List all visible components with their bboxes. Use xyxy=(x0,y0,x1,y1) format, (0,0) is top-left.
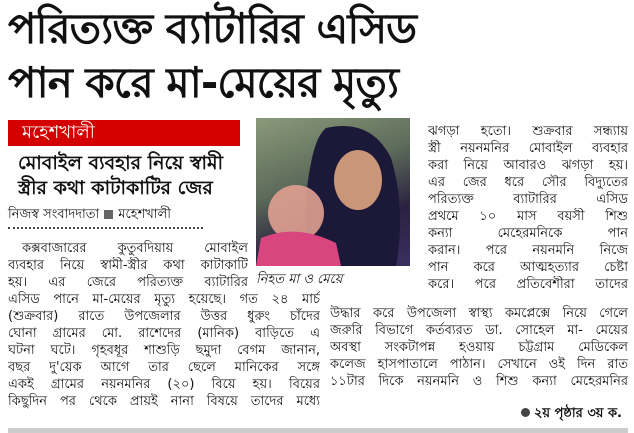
body-line: পরিত্যক্ত ব্যাটারির এসিড xyxy=(428,192,628,207)
square-bullet-icon xyxy=(104,210,113,219)
body-bottom xyxy=(330,305,628,390)
body-line: করা নিয়ে আবারও ঝগড়া হয়। xyxy=(428,158,628,173)
continuation-text: ২য় পৃষ্ঠার ৩য় ক. xyxy=(533,406,622,421)
body-line: এর জের ধরে সৌর বিদ্যুতের xyxy=(428,175,628,190)
dotted-divider xyxy=(8,227,203,229)
photo-caption: নিহত মা ও মেয়ে xyxy=(256,272,343,287)
body-line: প্রথমে ১০ মাস বয়সী শিশু xyxy=(428,209,628,224)
body-right xyxy=(428,123,628,293)
continuation-note xyxy=(521,404,622,425)
body-line: ঘটনা ঘটে। গৃহবধূর শাশুড়ি ছমুদা বেগম জানান, xyxy=(8,343,320,358)
body-line: এসিড পানে মা-মেয়ের মৃত্যু হয়েছে। গত ২৪ মার্চ xyxy=(8,292,320,307)
body-line: (শুক্রবার) রাতে উপজেলার উত্তর ধুরুং চাঁদের xyxy=(8,309,320,324)
photo-mother-daughter xyxy=(256,118,410,266)
body-line: কন্যা মেহেরমনিকে পান xyxy=(428,226,628,241)
byline xyxy=(8,205,171,226)
body-line: করান। পরে নয়নমনি নিজে xyxy=(428,243,628,258)
body-line: কিছুদিন পর থেকে প্রায়ই নানা বিষয়ে তাদের মধ্যে xyxy=(8,394,320,409)
body-line: বছর দু'য়েক আগে তার ছেলে মানিকের সঙ্গে xyxy=(8,360,320,375)
bullet-icon xyxy=(521,408,530,417)
headline-line-2: পান করে মা-মেয়ের মৃত্যু xyxy=(8,58,399,107)
body-line: কক্সবাজারের কুতুবদিয়ায় মোবাইল xyxy=(22,241,248,256)
body-line: পান করে আত্মহত্যার চেষ্টা xyxy=(428,260,628,275)
subheadline-line-1: মোবাইল ব্যবহার নিয়ে স্বামী xyxy=(18,152,224,174)
body-line: ব্যবহার নিয়ে স্বামী-স্ত্রীর কথা কাটাকাটি xyxy=(8,258,248,273)
body-line: একই গ্রামের নয়নমনির (২০) বিয়ে হয়। বিয়ের xyxy=(8,377,320,392)
body-line: অবস্থা সংকটাপন্ন হওয়ায় চট্টগ্রাম মেডিকেল xyxy=(330,340,628,355)
location-tag: মহেশখালী xyxy=(8,120,240,146)
bottom-divider xyxy=(8,428,628,433)
body-left-bottom xyxy=(8,291,320,410)
body-line: জরুরি বিভাগে কর্তব্যরত ডা. সোহেল মা- মেয়ের xyxy=(330,323,628,338)
body-line: স্ত্রী নয়নমনির মোবাইল ব্যবহার xyxy=(428,141,628,156)
headline-line-1: পরিত্যক্ত ব্যাটারির এসিড xyxy=(8,4,417,53)
body-line: হয়। এর জেরে পরিত্যক্ত ব্যাটারির xyxy=(8,275,248,290)
byline-place: মহেশখালী xyxy=(118,207,171,222)
subheadline-line-2: স্ত্রীর কথা কাটাকাটির জের xyxy=(18,177,213,199)
byline-reporter: নিজস্ব সংবাদদাতা xyxy=(8,207,100,222)
body-line: করে। পরে প্রতিবেশীরা তাদের xyxy=(428,277,628,292)
body-line: ১১টার দিকে নয়নমনি ও শিশু কন্যা মেহেরমনির xyxy=(330,374,628,389)
body-line: ঝগড়া হতো। শুক্রবার সন্ধ্যায় xyxy=(428,124,628,139)
body-line: ঘোনা গ্রামের মো. রাশেদের (মানিক) বাড়িতে এ xyxy=(8,326,320,341)
body-left-top xyxy=(8,240,248,291)
body-line: উদ্ধার করে উপজেলা স্বাস্থ্য কমপ্লেক্সে নিয়ে গেলে xyxy=(330,306,628,321)
body-line: কলেজ হাসপাতালে পাঠান। সেখানে ওই দিন রাত xyxy=(330,357,628,372)
